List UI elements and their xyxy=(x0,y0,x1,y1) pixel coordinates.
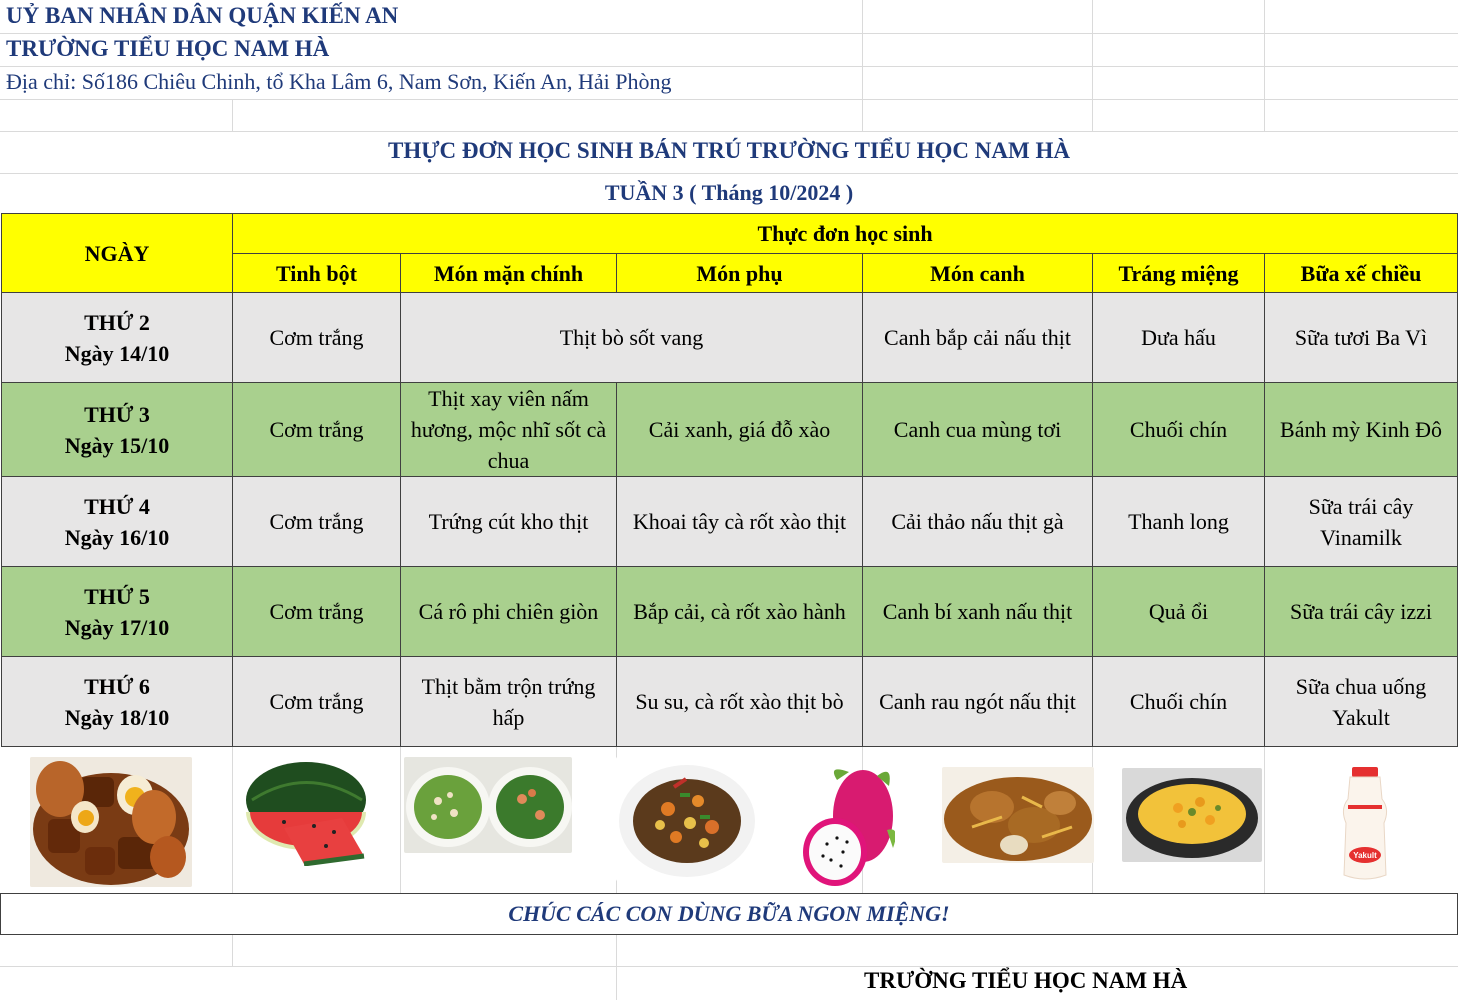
day-cell: THỨ 4 Ngày 16/10 xyxy=(2,477,233,567)
main-dish-cell: Cá rô phi chiên giòn xyxy=(401,567,617,657)
menu-title: THỰC ĐƠN HỌC SINH BÁN TRÚ TRƯỜNG TIỂU HỌC NAM HÀ xyxy=(388,138,1070,163)
side-dish-cell: Su su, cà rốt xào thịt bò xyxy=(617,657,863,747)
dessert-cell: Thanh long xyxy=(1093,477,1265,567)
main-dish-cell: Thịt bò sốt vang xyxy=(401,293,863,383)
snack-cell: Bánh mỳ Kinh Đô xyxy=(1265,383,1458,477)
starch-cell: Cơm trắng xyxy=(233,477,401,567)
braised-pork-eggs-icon xyxy=(30,757,192,887)
menu-table xyxy=(1,213,1458,747)
dragon-fruit-icon xyxy=(797,760,895,890)
column-header-side-dish: Món phụ xyxy=(617,254,863,293)
column-header-dessert: Tráng miệng xyxy=(1093,254,1265,293)
snack-cell: Sữa trái cây izzi xyxy=(1265,567,1458,657)
starch-cell: Cơm trắng xyxy=(233,383,401,477)
table-row xyxy=(2,293,1458,383)
school-name-line: TRƯỜNG TIỂU HỌC NAM HÀ xyxy=(6,36,330,61)
dessert-cell: Chuối chín xyxy=(1093,657,1265,747)
dessert-cell: Quả ổi xyxy=(1093,567,1265,657)
day-cell: THỨ 3 Ngày 15/10 xyxy=(2,383,233,477)
school-address: Địa chỉ: Số186 Chiêu Chinh, tổ Kha Lâm 6, Nam Sơn, Kiến An, Hải Phòng xyxy=(6,69,672,94)
side-dish-cell: Bắp cải, cà rốt xào hành xyxy=(617,567,863,657)
starch-cell: Cơm trắng xyxy=(233,567,401,657)
district-committee-line: UỶ BAN NHÂN DÂN QUẬN KIẾN AN xyxy=(6,3,399,28)
side-dish-cell: Cải xanh, giá đỗ xào xyxy=(617,383,863,477)
student-menu-group-header: Thực đơn học sinh xyxy=(233,214,1458,254)
day-column-header: NGÀY xyxy=(2,214,233,293)
table-row xyxy=(2,383,1458,477)
table-row xyxy=(2,477,1458,567)
day-cell: THỨ 5 Ngày 17/10 xyxy=(2,567,233,657)
day-cell: THỨ 6 Ngày 18/10 xyxy=(2,657,233,747)
stir-fried-greens-icon xyxy=(404,757,572,853)
column-header-afternoon-snack: Bữa xế chiều xyxy=(1265,254,1458,293)
snack-cell: Sữa trái cây Vinamilk xyxy=(1265,477,1458,567)
pumpkin-soup-icon xyxy=(1122,768,1262,862)
stir-fried-vegetables-icon xyxy=(616,757,758,881)
starch-cell: Cơm trắng xyxy=(233,293,401,383)
column-header-soup: Món canh xyxy=(863,254,1093,293)
side-dish-cell: Khoai tây cà rốt xào thịt xyxy=(617,477,863,567)
enjoy-meal-message: CHÚC CÁC CON DÙNG BỮA NGON MIỆNG! xyxy=(0,893,1458,935)
table-row xyxy=(2,567,1458,657)
yakult-bottle-icon xyxy=(1338,765,1392,881)
watermelon-icon xyxy=(244,760,376,866)
soup-cell: Canh bí xanh nấu thịt xyxy=(863,567,1093,657)
soup-cell: Cải thảo nấu thịt gà xyxy=(863,477,1093,567)
table-row xyxy=(2,657,1458,747)
main-dish-cell: Thịt xay viên nấm hương, mộc nhĩ sốt cà chua xyxy=(401,383,617,477)
soup-cell: Canh bắp cải nấu thịt xyxy=(863,293,1093,383)
dessert-cell: Dưa hấu xyxy=(1093,293,1265,383)
dessert-cell: Chuối chín xyxy=(1093,383,1265,477)
column-header-main-dish: Món mặn chính xyxy=(401,254,617,293)
soup-cell: Canh rau ngót nấu thịt xyxy=(863,657,1093,747)
snack-cell: Sữa tươi Ba Vì xyxy=(1265,293,1458,383)
week-subtitle: TUẦN 3 ( Tháng 10/2024 ) xyxy=(604,180,854,205)
main-dish-cell: Thịt bằm trộn trứng hấp xyxy=(401,657,617,747)
snack-cell: Sữa chua uống Yakult xyxy=(1265,657,1458,747)
main-dish-cell: Trứng cút kho thịt xyxy=(401,477,617,567)
soup-cell: Canh cua mùng tơi xyxy=(863,383,1093,477)
school-signature: TRƯỜNG TIỂU HỌC NAM HÀ xyxy=(864,968,1188,993)
braised-chicken-icon xyxy=(942,767,1094,863)
day-cell: THỨ 2 Ngày 14/10 xyxy=(2,293,233,383)
starch-cell: Cơm trắng xyxy=(233,657,401,747)
yakult-label: Yakult xyxy=(1353,851,1377,860)
column-header-starch: Tinh bột xyxy=(233,254,401,293)
